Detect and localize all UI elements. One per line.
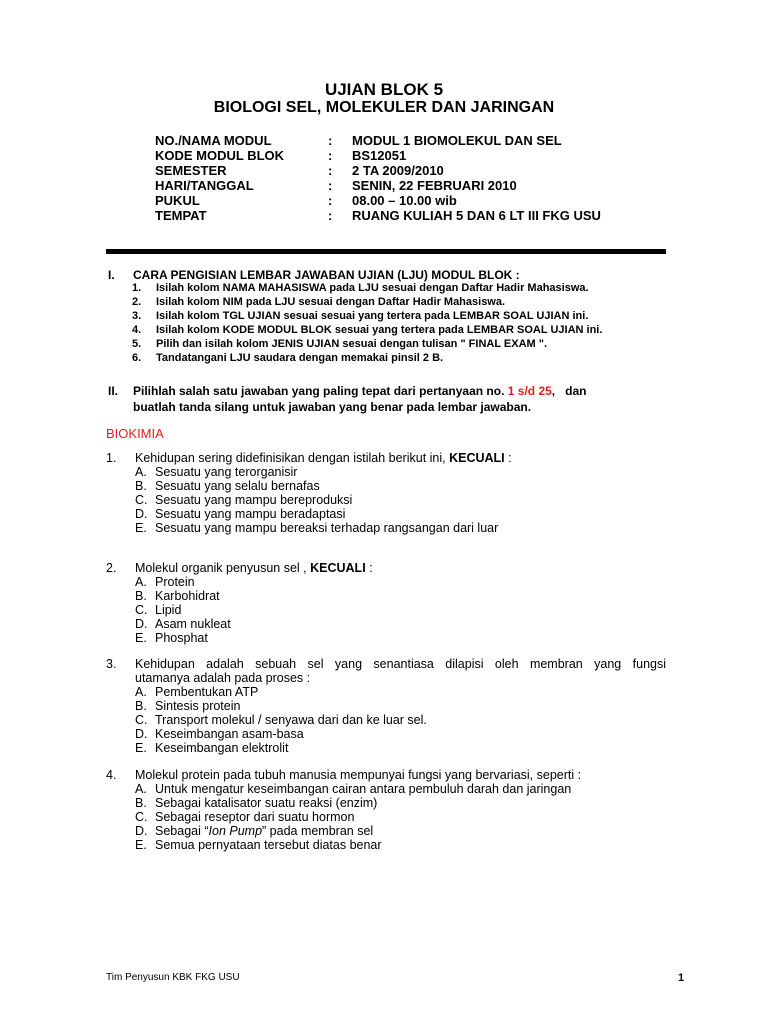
option-letter: C.	[135, 810, 148, 824]
option-text: Semua pernyataan tersebut diatas benar	[155, 838, 382, 852]
option-letter: C.	[135, 493, 148, 507]
section-2-text: Pilihlah salah satu jawaban yang paling tepat dari pertanyaan no.	[133, 384, 508, 398]
instruction-text: Pilih dan isilah kolom JENIS UJIAN sesuai dengan tulisan " FINAL EXAM ".	[156, 338, 548, 350]
horizontal-rule	[106, 249, 666, 254]
info-value: 2 TA 2009/2010	[352, 163, 444, 178]
answer-option	[135, 617, 655, 631]
question-text-line-1: Kehidupan adalah sebuah sel yang senantiasa dilapisi oleh membran yang fungsi	[135, 657, 666, 671]
info-value: SENIN, 22 FEBRUARI 2010	[352, 178, 517, 193]
answer-option	[135, 838, 655, 852]
info-value: MODUL 1 BIOMOLEKUL DAN SEL	[352, 133, 562, 148]
info-key: HARI/TANGGAL	[155, 178, 254, 193]
answer-option	[135, 589, 655, 603]
option-letter: D.	[135, 617, 148, 631]
question-text: Molekul protein pada tubuh manusia mempunyai fungsi yang bervariasi, seperti :	[135, 768, 582, 782]
instruction-text: Isilah kolom TGL UJIAN sesuai sesuai yang tertera pada LEMBAR SOAL UJIAN ini.	[156, 310, 589, 322]
instruction-item	[132, 282, 692, 296]
question-number: 2.	[106, 561, 117, 575]
option-text	[155, 824, 373, 838]
question-number: 3.	[106, 657, 117, 671]
instruction-number: 4.	[132, 324, 142, 336]
exam-title: UJIAN BLOK 5	[324, 80, 444, 99]
option-letter: E.	[135, 631, 147, 645]
answer-option	[135, 810, 655, 824]
info-colon: :	[328, 133, 333, 148]
section-2-line-2: buatlah tanda silang untuk jawaban yang benar pada lembar jawaban.	[133, 400, 532, 414]
info-value: RUANG KULIAH 5 DAN 6 LT III FKG USU	[352, 208, 601, 223]
section-1-heading: CARA PENGISIAN LEMBAR JAWABAN UJIAN (LJU) MODUL BLOK :	[133, 268, 520, 282]
option-text: Sintesis protein	[155, 699, 241, 713]
exam-subtitle: BIOLOGI SEL, MOLEKULER DAN JARINGAN	[213, 99, 555, 116]
option-text-part: Sebagai “	[155, 824, 209, 838]
info-value: BS12051	[352, 148, 407, 163]
answer-option	[135, 479, 655, 493]
section-2-number: II.	[108, 384, 119, 398]
section-1-number: I.	[108, 268, 115, 282]
option-text: Keseimbangan asam-basa	[155, 727, 304, 741]
question-text	[135, 561, 373, 575]
instruction-number: 6.	[132, 352, 142, 364]
option-text: Untuk mengatur keseimbangan cairan antara pembuluh darah dan jaringan	[155, 782, 572, 796]
question-range: 1 s/d 25	[507, 384, 552, 398]
option-text: Sebagai reseptor dari suatu hormon	[155, 810, 355, 824]
info-key: TEMPAT	[155, 208, 207, 223]
instruction-text: Isilah kolom KODE MODUL BLOK sesuai yang tertera pada LEMBAR SOAL UJIAN ini.	[156, 324, 603, 336]
option-letter: B.	[135, 589, 147, 603]
question-text-part: Molekul organik penyusun sel ,	[135, 561, 311, 575]
instruction-text: Tandatangani LJU saudara dengan memakai pinsil 2 B.	[156, 352, 444, 364]
option-letter: A.	[135, 575, 147, 589]
option-letter: D.	[135, 507, 148, 521]
option-text: Sebagai katalisator suatu reaksi (enzim)	[155, 796, 378, 810]
option-letter: E.	[135, 838, 147, 852]
instruction-item	[132, 296, 692, 310]
answer-option	[135, 741, 655, 755]
option-text: Pembentukan ATP	[155, 685, 259, 699]
info-colon: :	[328, 148, 333, 163]
option-letter: C.	[135, 713, 148, 727]
option-letter: A.	[135, 685, 147, 699]
question-number: 4.	[106, 768, 117, 782]
info-key: KODE MODUL BLOK	[155, 148, 285, 163]
option-text: Karbohidrat	[155, 589, 220, 603]
answer-option	[135, 521, 655, 535]
option-letter: C.	[135, 603, 148, 617]
option-text: Keseimbangan elektrolit	[155, 741, 289, 755]
answer-option	[135, 507, 655, 521]
option-letter: B.	[135, 699, 147, 713]
option-text: Sesuatu yang mampu bereproduksi	[155, 493, 353, 507]
question-text-line-2: utamanya adalah pada proses :	[135, 671, 311, 685]
info-colon: :	[328, 163, 333, 178]
answer-option	[135, 824, 655, 838]
answer-option	[135, 699, 655, 713]
option-text: Sesuatu yang selalu bernafas	[155, 479, 320, 493]
option-text: Sesuatu yang mampu beradaptasi	[155, 507, 346, 521]
option-letter: A.	[135, 465, 147, 479]
option-text: Transport molekul / senyawa dari dan ke luar sel.	[155, 713, 427, 727]
info-value: 08.00 – 10.00 wib	[352, 193, 457, 208]
instruction-number: 1.	[132, 282, 142, 294]
option-text: Sesuatu yang terorganisir	[155, 465, 298, 479]
option-letter: E.	[135, 521, 147, 535]
info-key: SEMESTER	[155, 163, 227, 178]
option-text: Sesuatu yang mampu bereaksi terhadap rangsangan dari luar	[155, 521, 499, 535]
section-2-line-1	[133, 384, 586, 398]
info-colon: :	[328, 178, 333, 193]
instruction-number: 2.	[132, 296, 142, 308]
question-text-part: :	[504, 451, 512, 465]
page-number: 1	[678, 972, 685, 984]
question-text-part: Kehidupan sering didefinisikan dengan istilah berikut ini,	[135, 451, 450, 465]
question-emphasis: KECUALI	[310, 561, 366, 575]
question-text-part: :	[365, 561, 373, 575]
question-emphasis: KECUALI	[449, 451, 505, 465]
instruction-number: 3.	[132, 310, 142, 322]
instruction-item	[132, 324, 692, 338]
option-text: Lipid	[155, 603, 182, 617]
instruction-text: Isilah kolom NIM pada LJU sesuai dengan Daftar Hadir Mahasiswa.	[156, 296, 506, 308]
info-key: NO./NAMA MODUL	[155, 133, 272, 148]
option-letter: B.	[135, 796, 147, 810]
option-letter: A.	[135, 782, 147, 796]
instruction-item	[132, 338, 692, 352]
answer-option	[135, 575, 655, 589]
info-colon: :	[328, 193, 333, 208]
answer-option	[135, 713, 655, 727]
answer-option	[135, 782, 655, 796]
category-heading: BIOKIMIA	[106, 426, 164, 441]
info-key: PUKUL	[155, 193, 200, 208]
option-letter: D.	[135, 727, 148, 741]
section-2-text: , dan	[551, 384, 587, 398]
question-text	[135, 451, 512, 465]
instruction-text: Isilah kolom NAMA MAHASISWA pada LJU sesuai dengan Daftar Hadir Mahasiswa.	[156, 282, 589, 294]
page-footer: Tim Penyusun KBK FKG USU	[106, 972, 240, 983]
option-letter: B.	[135, 479, 147, 493]
instruction-item	[132, 352, 692, 366]
option-text: Protein	[155, 575, 195, 589]
answer-option	[135, 727, 655, 741]
option-italic: Ion Pump	[208, 824, 263, 838]
answer-option	[135, 631, 655, 645]
option-text: Phosphat	[155, 631, 208, 645]
option-text: Asam nukleat	[155, 617, 231, 631]
instruction-number: 5.	[132, 338, 142, 350]
answer-option	[135, 465, 655, 479]
question-number: 1.	[106, 451, 117, 465]
info-colon: :	[328, 208, 333, 223]
answer-option	[135, 796, 655, 810]
answer-option	[135, 493, 655, 507]
answer-option	[135, 685, 655, 699]
answer-option	[135, 603, 655, 617]
option-text-part: ” pada membran sel	[262, 824, 374, 838]
instruction-item	[132, 310, 692, 324]
option-letter: D.	[135, 824, 148, 838]
option-letter: E.	[135, 741, 147, 755]
